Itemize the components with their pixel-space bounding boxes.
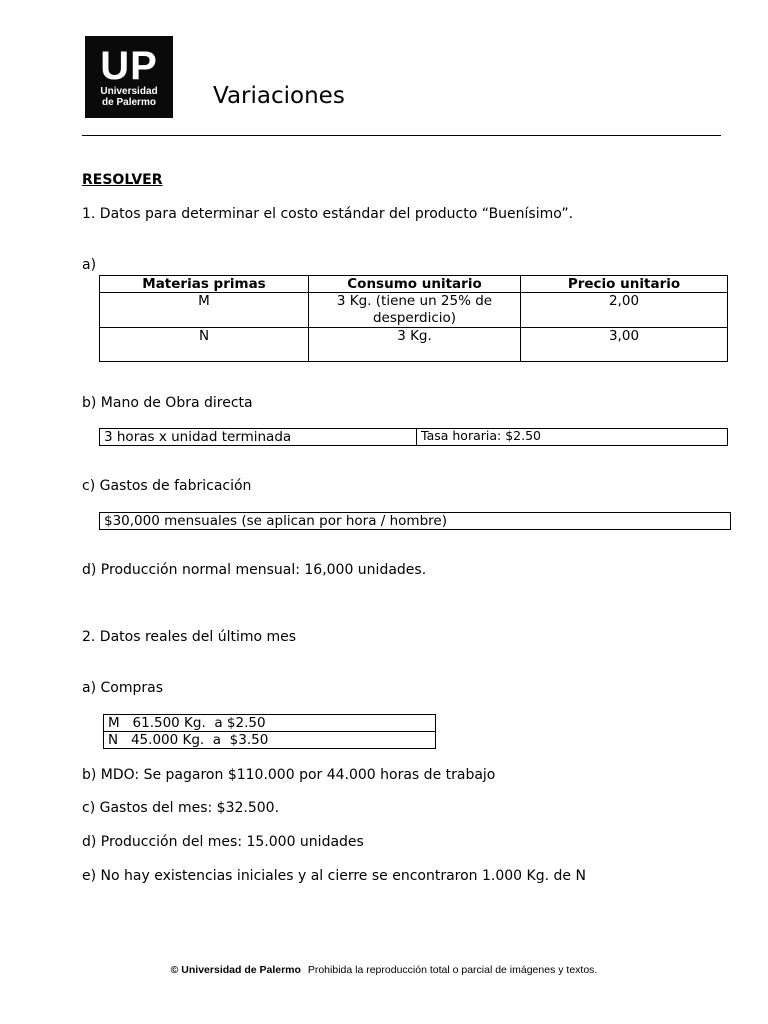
item-1-text: 1. Datos para determinar el costo estándar del producto “Buenísimo”.	[82, 206, 574, 222]
page-title: Variaciones	[213, 83, 345, 109]
item-b-label: b) Mano de Obra directa	[82, 395, 253, 411]
footer-text: Prohibida la reproducción total o parcial de imágenes y textos.	[307, 964, 598, 976]
item-2c-text: c) Gastos del mes: $32.500.	[82, 800, 280, 816]
overhead-table	[99, 512, 731, 530]
cell-consumo: 3 Kg.	[309, 328, 521, 362]
table-row	[100, 328, 728, 362]
cell-precio: 3,00	[521, 328, 728, 362]
item-2e-text: e) No hay existencias iniciales y al cierre se encontraron 1.000 Kg. de N	[82, 868, 586, 884]
hourly-rate-cell: Tasa horaria: $2.50	[417, 429, 728, 446]
purchase-n-cell: N 45.000 Kg. a $3.50	[104, 732, 436, 749]
labor-hours-cell: 3 horas x unidad terminada	[100, 429, 417, 446]
item-2b-text: b) MDO: Se pagaron $110.000 por 44.000 horas de trabajo	[82, 767, 496, 783]
overhead-cell: $30,000 mensuales (se aplican por hora / hombre)	[100, 513, 731, 530]
labor-table	[99, 428, 728, 446]
item-2a-label: a) Compras	[82, 680, 163, 696]
footer	[0, 964, 768, 976]
header-consumo: Consumo unitario	[309, 276, 521, 293]
table-row	[104, 732, 436, 749]
table-header-row	[100, 276, 728, 293]
header-materias: Materias primas	[100, 276, 309, 293]
header-precio: Precio unitario	[521, 276, 728, 293]
section-heading: RESOLVER	[82, 172, 163, 188]
logo-up-text: UP	[100, 44, 158, 88]
university-logo	[85, 36, 173, 118]
item-a-label: a)	[82, 257, 97, 273]
cell-material: M	[100, 293, 309, 328]
cell-material: N	[100, 328, 309, 362]
cell-consumo: 3 Kg. (tiene un 25% de desperdicio)	[309, 293, 521, 328]
header-divider	[82, 135, 721, 136]
cell-precio: 2,00	[521, 293, 728, 328]
item-2-text: 2. Datos reales del último mes	[82, 629, 297, 645]
table-row	[104, 715, 436, 732]
table-row	[100, 293, 728, 328]
table-row	[100, 429, 728, 446]
logo-line-2: de Palermo	[102, 97, 156, 108]
standard-cost-table	[99, 275, 728, 362]
logo-line-1: Universidad	[100, 86, 158, 97]
purchases-table	[103, 714, 436, 749]
footer-brand: © Universidad de Palermo	[170, 964, 301, 976]
purchase-m-cell: M 61.500 Kg. a $2.50	[104, 715, 436, 732]
item-d-text: d) Producción normal mensual: 16,000 unidades.	[82, 562, 427, 578]
item-2d-text: d) Producción del mes: 15.000 unidades	[82, 834, 364, 850]
table-row	[100, 513, 731, 530]
item-c-label: c) Gastos de fabricación	[82, 478, 252, 494]
